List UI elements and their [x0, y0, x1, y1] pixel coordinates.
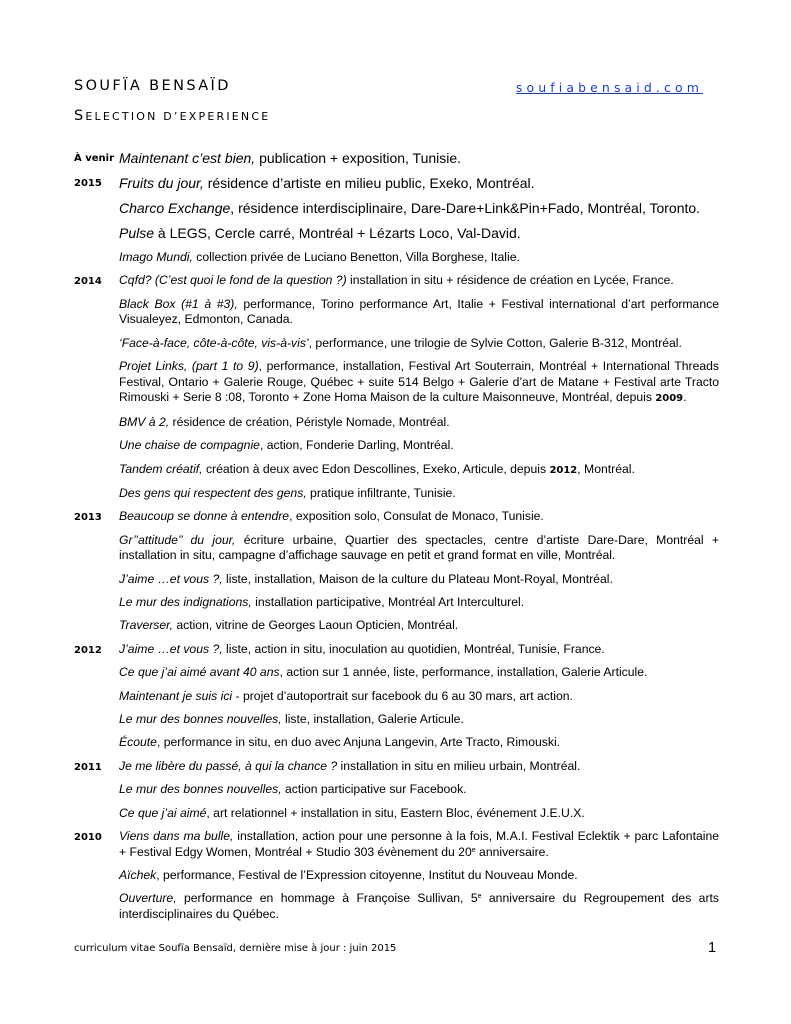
section-title-initial: S: [74, 108, 86, 124]
entry-description: , action sur 1 année, liste, performance, installation, Galerie Articule.: [279, 665, 648, 680]
entry-description: action, vitrine de Georges Laoun Opticien, Montréal.: [172, 618, 459, 633]
list-item: [74, 250, 719, 266]
list-item: [74, 868, 719, 884]
page-number: 1: [708, 940, 717, 956]
entry-title: Imago Mundi,: [119, 250, 193, 264]
entry-description: , performance, Festival de l’Expression citoyenne, Institut du Nouveau Monde.: [156, 867, 578, 882]
list-item: [74, 891, 719, 922]
entry-description: liste, installation, Galerie Articule.: [281, 712, 464, 727]
entry-description: à LEGS, Cercle carré, Montréal + Lézarts Loco, Val-David.: [154, 225, 521, 241]
author-name: SOUFÏA BENSAÏD: [74, 78, 231, 94]
entry-description: performance, Torino performance Art, Italie + Festival international d’art performance Visualeyez, Edmonton, Canada.: [119, 296, 719, 327]
entry-title: Le mur des indignations,: [119, 595, 252, 610]
superscript: e: [477, 893, 482, 901]
list-item: [74, 359, 719, 407]
entry-title: Une chaise de compagnie: [119, 438, 260, 453]
list-item: [74, 462, 719, 479]
entry-description: résidence de création, Péristyle Nomade, Montréal.: [169, 414, 450, 429]
list-item: [74, 829, 719, 860]
entry-description: - projet d’autoportrait sur facebook du 6 au 30 mars, art action.: [232, 688, 573, 703]
entry-text: [119, 438, 719, 454]
entry-description: , action, Fonderie Darling, Montréal.: [259, 438, 454, 453]
entry-description: installation in situ + résidence de création en Lycée, France.: [346, 273, 674, 288]
entry-description: , performance, une trilogie de Sylvie Cotton, Galerie B-312, Montréal.: [308, 335, 682, 350]
list-item: [74, 533, 719, 564]
entry-title: Fruits du jour,: [119, 175, 204, 191]
entry-title: J’aime …et vous ?,: [119, 641, 223, 656]
list-item: [74, 297, 719, 328]
section-title: [74, 108, 270, 124]
entry-text: [119, 359, 719, 407]
entry-description: publication + exposition, Tunisie.: [255, 150, 462, 166]
entry-description: collection privée de Luciano Benetton, Villa Borghese, Italie.: [192, 250, 520, 264]
entry-text: [119, 806, 719, 822]
entry-description: installation, action pour une personne à la fois, M.A.I. Festival Eclektik + parc Lafontaine + Festival Edgy Women, Montréal + Studio 303 évènement du 20: [119, 828, 720, 859]
entry-text: [119, 175, 719, 192]
entry-title: Le mur des bonnes nouvelles,: [119, 712, 282, 727]
entry-text: [119, 273, 719, 289]
entry-text: [119, 689, 719, 705]
list-item: [74, 618, 719, 634]
entry-title: Tandem créatif,: [119, 461, 203, 476]
entry-title: Écoute: [119, 735, 157, 750]
superscript: e: [471, 846, 476, 854]
list-item: [74, 572, 719, 588]
list-item: [74, 509, 719, 525]
entry-description-end: anniversaire du Regroupement des arts interdisciplinaires du Québec.: [119, 891, 719, 921]
list-item: [74, 336, 719, 352]
list-item: [74, 735, 719, 751]
entry-description: , performance in situ, en duo avec Anjuna Langevin, Arte Tracto, Rimouski.: [156, 735, 561, 750]
entry-text: [119, 782, 719, 798]
footer-note: curriculum vitae Soufïa Bensaïd, dernière mise à jour : juin 2015: [74, 943, 397, 954]
entry-text: [119, 735, 719, 751]
entry-description: installation in situ en milieu urbain, Montréal.: [337, 758, 581, 773]
entry-title: Ce que j’ai aimé: [119, 805, 207, 820]
entry-title: Maintenant c’est bien,: [119, 150, 256, 166]
list-item: [74, 200, 719, 217]
list-item: [74, 689, 719, 705]
section-title-rest: ELECTION D’EXPERIENCE: [85, 110, 271, 123]
entry-title: Pulse: [119, 225, 155, 241]
entry-text: [119, 150, 719, 167]
list-item: [74, 595, 719, 611]
entry-description: liste, action in situ, inoculation au quotidien, Montréal, Tunisie, France.: [222, 641, 605, 656]
entry-title: Ouverture,: [119, 891, 177, 906]
entry-text: [119, 759, 719, 775]
entry-year: 2010: [74, 831, 102, 843]
entry-title: Charco Exchange: [119, 200, 231, 216]
entry-year: 2014: [74, 276, 102, 288]
list-item: [74, 486, 719, 502]
entry-text: [119, 712, 719, 728]
entry-text: [119, 533, 719, 564]
entry-text: [119, 509, 719, 525]
entry-title: Traverser,: [119, 618, 173, 633]
entry-description-end: anniversaire.: [475, 844, 549, 859]
entry-title: Le mur des bonnes nouvelles,: [119, 782, 282, 797]
entry-text: [119, 486, 719, 502]
entry-description: liste, installation, Maison de la culture du Plateau Mont-Royal, Montréal.: [222, 571, 613, 586]
entry-year: 2013: [74, 512, 102, 524]
entry-text: [119, 829, 719, 860]
entry-description: performance en hommage à Françoise Sullivan, 5: [176, 891, 478, 906]
entry-title: Cqfd? (C’est quoi le fond de la question ?): [119, 273, 347, 288]
entry-text: [119, 297, 719, 328]
entry-description: action participative sur Facebook.: [281, 782, 467, 797]
entry-title: Je me libère du passé, à qui la chance ?: [119, 758, 338, 773]
entry-text: [119, 462, 719, 479]
entry-title: Ce que j’ai aimé avant 40 ans: [119, 665, 280, 680]
entry-description: écriture urbaine, Quartier des spectacles, centre d’artiste Dare-Dare, Montréal + installation in situ, campagne d’affichage sauvage en petit et grand format en ville, Montréal.: [119, 532, 719, 563]
list-item: [74, 759, 719, 775]
entry-year: 2015: [74, 178, 102, 189]
entry-text: [119, 595, 719, 611]
entry-year: À venir: [74, 153, 114, 164]
entry-title: ‘Face-à-face, côte-à-côte, vis-à-vis’: [119, 335, 309, 350]
entry-title: BMV à 2,: [119, 414, 170, 429]
list-item: [74, 665, 719, 681]
list-item: [74, 273, 719, 289]
list-item: [74, 225, 719, 242]
list-item: [74, 150, 719, 167]
entry-description: création à deux avec Edon Descollines, Exeko, Articule, depuis: [202, 461, 550, 476]
entry-title: Black Box (#1 à #3),: [119, 296, 238, 311]
entry-text: [119, 618, 719, 634]
entry-title: Viens dans ma bulle,: [119, 828, 234, 843]
list-item: [74, 438, 719, 454]
entry-title: Projet Links, (part 1 to 9): [119, 359, 259, 374]
entry-description: résidence d’artiste en milieu public, Exeko, Montréal.: [203, 175, 535, 191]
entry-text: [119, 572, 719, 588]
entry-description: , exposition solo, Consulat de Monaco, Tunisie.: [289, 509, 544, 524]
list-item: [74, 806, 719, 822]
inline-year: 2009: [655, 393, 684, 405]
inline-year: 2012: [549, 464, 578, 476]
entry-description-end: , Montréal.: [577, 461, 635, 476]
entry-title: Maintenant je suis ici: [119, 688, 233, 703]
entry-title: Gr’’attitude’’ du jour,: [119, 532, 236, 547]
list-item: [74, 415, 719, 431]
entry-description: , résidence interdisciplinaire, Dare-Dare+Link&Pin+Fado, Montréal, Toronto.: [230, 200, 701, 216]
entry-title: Des gens qui respectent des gens,: [119, 485, 307, 500]
entry-description: , art relationnel + installation in situ, Eastern Bloc, événement J.E.U.X.: [206, 805, 585, 820]
entry-text: [119, 868, 719, 884]
experience-list: [74, 150, 719, 930]
entry-title: J’aime …et vous ?,: [119, 571, 223, 586]
list-item: [74, 712, 719, 728]
entry-text: [119, 225, 719, 242]
entry-text: [119, 336, 719, 352]
entry-text: [119, 642, 719, 658]
website-link[interactable]: soufiabensaid.com: [515, 80, 703, 95]
entry-text: [119, 415, 719, 431]
entry-text: [119, 665, 719, 681]
entry-description-end: .: [683, 390, 687, 405]
entry-year: 2011: [74, 761, 102, 773]
entry-text: [119, 891, 719, 922]
entry-title: Aïchek: [119, 867, 157, 882]
entry-title: Beaucoup se donne à entendre: [119, 509, 290, 524]
entry-description: installation participative, Montréal Art Interculturel.: [251, 595, 525, 610]
list-item: [74, 782, 719, 798]
list-item: [74, 175, 719, 192]
entry-description: , performance, installation, Festival Art Souterrain, Montréal + International Threads Festival, Ontario + Galerie Rouge, Québec + suite 514 Belgo + Galerie d’art de Matane + Festival arte Tracto Rimouski + Serie 8 :08, Toronto + Zone Homa Maison de la culture Maisonneuve, Montréal, depuis: [119, 359, 719, 405]
list-item: [74, 642, 719, 658]
entry-text: [119, 200, 719, 217]
entry-year: 2012: [74, 644, 102, 656]
entry-description: pratique infiltrante, Tunisie.: [306, 485, 456, 500]
entry-text: [119, 250, 719, 266]
